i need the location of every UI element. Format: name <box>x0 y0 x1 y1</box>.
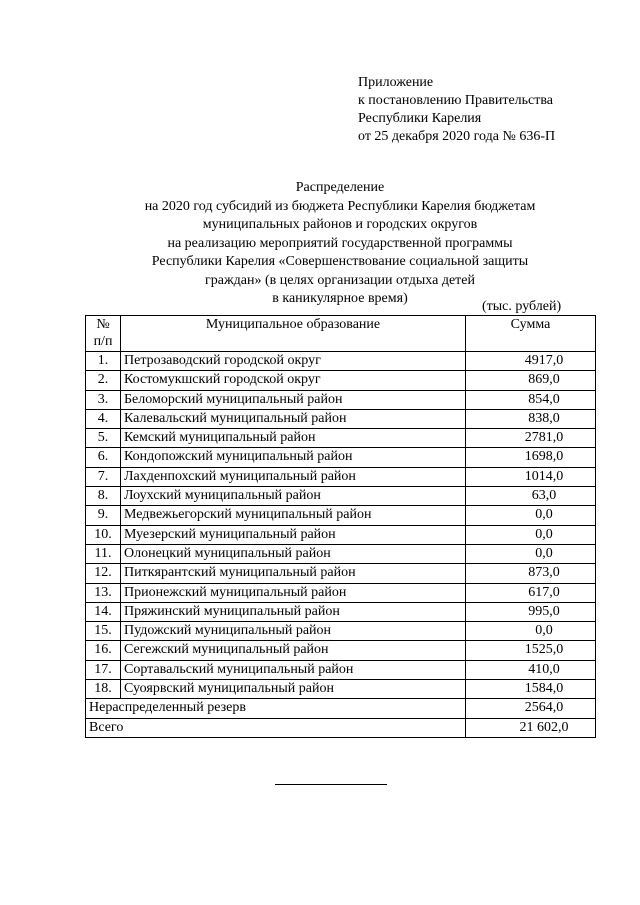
header-number-line1: № <box>96 317 110 332</box>
table-row <box>86 467 596 486</box>
row-municipality: Пряжинский муниципальный район <box>121 602 466 621</box>
row-sum: 0,0 <box>466 506 596 525</box>
table-header-row <box>86 316 596 352</box>
row-municipality: Суоярвский муниципальный район <box>121 680 466 699</box>
row-number: 14. <box>86 602 121 621</box>
row-municipality: Медвежьегорский муниципальный район <box>121 506 466 525</box>
row-municipality: Беломорский муниципальный район <box>121 390 466 409</box>
row-number: 7. <box>86 467 121 486</box>
row-sum: 617,0 <box>466 583 596 602</box>
table-row <box>86 680 596 699</box>
row-number: 16. <box>86 641 121 660</box>
row-municipality: Калевальский муниципальный район <box>121 409 466 428</box>
heading-line: на реализацию мероприятий государственной программы <box>167 235 513 251</box>
row-municipality: Питкярантский муниципальный район <box>121 564 466 583</box>
row-number: 2. <box>86 371 121 390</box>
row-number: 4. <box>86 409 121 428</box>
row-number: 5. <box>86 429 121 448</box>
row-sum: 995,0 <box>466 602 596 621</box>
heading-line: в каникулярное время) <box>272 291 408 306</box>
row-number: 9. <box>86 506 121 525</box>
row-number: 11. <box>86 544 121 563</box>
header-number <box>86 316 121 352</box>
table-row <box>86 544 596 563</box>
row-sum: 1584,0 <box>466 680 596 699</box>
reserve-row <box>86 699 596 718</box>
appendix-line: от 25 декабря 2020 года № 636-П <box>358 129 556 144</box>
table-row <box>86 622 596 641</box>
row-sum: 1698,0 <box>466 448 596 467</box>
row-sum: 0,0 <box>466 525 596 544</box>
row-number: 17. <box>86 660 121 679</box>
table-row <box>86 448 596 467</box>
row-sum: 1525,0 <box>466 641 596 660</box>
separator-line <box>275 784 387 785</box>
heading-line: Распределение <box>295 180 385 195</box>
row-municipality: Сортавальский муниципальный район <box>121 660 466 679</box>
row-sum: 410,0 <box>466 660 596 679</box>
row-municipality: Лоухский муниципальный район <box>121 487 466 506</box>
row-number: 10. <box>86 525 121 544</box>
row-number: 1. <box>86 352 121 371</box>
table-row <box>86 429 596 448</box>
row-municipality: Пудожский муниципальный район <box>121 622 466 641</box>
row-sum: 2781,0 <box>466 429 596 448</box>
heading-line: граждан» (в целях организации отдыха детей <box>205 272 475 288</box>
row-municipality: Прионежский муниципальный район <box>121 583 466 602</box>
table-row <box>86 352 596 371</box>
total-sum: 21 602,0 <box>466 718 596 737</box>
row-municipality: Олонецкий муниципальный район <box>121 544 466 563</box>
total-label: Всего <box>86 718 466 737</box>
table-row <box>86 602 596 621</box>
row-number: 18. <box>86 680 121 699</box>
row-municipality: Петрозаводский городской округ <box>121 352 466 371</box>
row-municipality: Кемский муниципальный район <box>121 429 466 448</box>
table-row <box>86 409 596 428</box>
row-sum: 1014,0 <box>466 467 596 486</box>
table-row <box>86 564 596 583</box>
row-sum: 4917,0 <box>466 352 596 371</box>
row-number: 8. <box>86 487 121 506</box>
heading-line: Республики Карелия «Совершенствование социальной защиты <box>151 254 529 269</box>
reserve-label: Нераспределенный резерв <box>86 699 466 718</box>
row-sum: 0,0 <box>466 622 596 641</box>
reserve-sum: 2564,0 <box>466 699 596 718</box>
row-sum: 869,0 <box>466 371 596 390</box>
document-heading <box>80 179 600 309</box>
subsidy-table <box>85 315 596 738</box>
row-sum: 63,0 <box>466 487 596 506</box>
row-municipality: Лахденпохский муниципальный район <box>121 467 466 486</box>
row-number: 6. <box>86 448 121 467</box>
appendix-block <box>358 74 555 146</box>
row-municipality: Муезерский муниципальный район <box>121 525 466 544</box>
row-number: 12. <box>86 564 121 583</box>
header-number-line2: п/п <box>93 333 113 349</box>
row-sum: 873,0 <box>466 564 596 583</box>
table-row <box>86 506 596 525</box>
table-row <box>86 660 596 679</box>
row-sum: 0,0 <box>466 544 596 563</box>
row-sum: 854,0 <box>466 390 596 409</box>
table-row <box>86 525 596 544</box>
heading-line: на 2020 год субсидий из бюджета Республики Карелия бюджетам <box>144 198 536 214</box>
unit-label: (тыс. рублей) <box>482 299 562 314</box>
total-row <box>86 718 596 737</box>
appendix-line: Республики Карелия <box>358 111 482 126</box>
appendix-line: Приложение <box>358 75 434 90</box>
row-municipality: Костомукшский городской округ <box>121 371 466 390</box>
row-number: 3. <box>86 390 121 409</box>
header-municipality: Муниципальное образование <box>121 316 466 352</box>
table-row <box>86 641 596 660</box>
table-row <box>86 487 596 506</box>
row-sum: 838,0 <box>466 409 596 428</box>
row-municipality: Сегежский муниципальный район <box>121 641 466 660</box>
row-municipality: Кондопожский муниципальный район <box>121 448 466 467</box>
row-number: 13. <box>86 583 121 602</box>
header-sum: Сумма <box>466 316 596 352</box>
appendix-line: к постановлению Правительства <box>358 93 554 108</box>
row-number: 15. <box>86 622 121 641</box>
table-row <box>86 371 596 390</box>
table-row <box>86 390 596 409</box>
table-row <box>86 583 596 602</box>
heading-line: муниципальных районов и городских округов <box>202 217 478 232</box>
